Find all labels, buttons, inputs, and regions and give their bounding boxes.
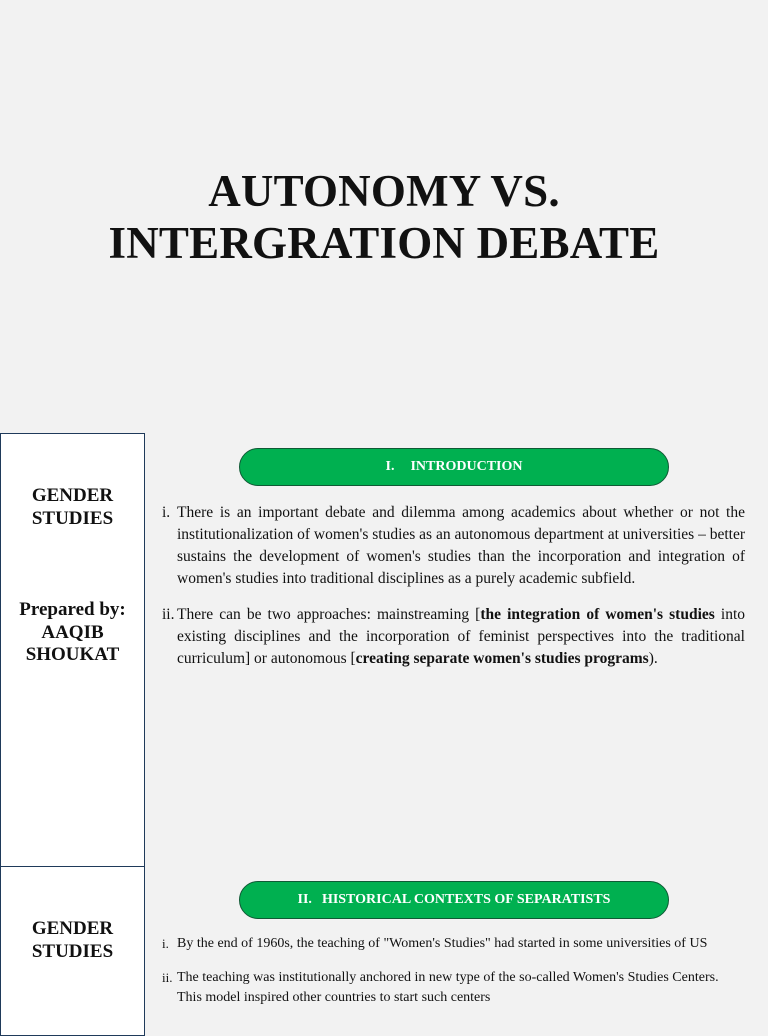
title-line-2: INTERGRATION DEBATE [108,218,660,268]
author-name-line-2: SHOUKAT [25,644,120,665]
author-credit [1,599,144,667]
list-marker: i. [162,504,171,521]
title-line-1: AUTONOMY VS. [208,166,560,216]
list-item-text: There is an important debate and dilemma among academics about whether or not the institutionalization of women's studies as an autonomous department at universities – better sustains the development of women's studies than the incorporation and integration of women's studies into traditional disciplines as a purely academic subfield. [177,504,745,587]
list-item [162,934,745,954]
text-run: into existing disciplines and the incorporation of feminist perspectives into the traditional curriculum] or autonomous [ [177,606,745,667]
section-heading-text: HISTORICAL CONTEXTS OF SEPARATISTS [321,892,611,907]
subject-line-1: GENDER [31,918,114,939]
subject-line-2: STUDIES [31,508,114,529]
list-item-text: By the end of 1960s, the teaching of "Women's Studies" had started in some universities of US [177,936,708,951]
section-heading-historical-contexts [239,881,669,919]
subject-label [1,484,144,530]
emphasis-text: creating separate women's studies programs [355,650,649,667]
section-number: II. [297,892,312,907]
subject-line-1: GENDER [31,485,114,506]
author-name-line-1: AAQIB [41,621,104,643]
page-title [0,165,768,269]
text-run: There can be two approaches: mainstreaming [ [177,606,481,623]
subject-label [1,917,144,963]
list-item [162,968,745,1008]
list-item [162,502,745,590]
list-marker: ii. [162,606,175,623]
list-marker: i. [162,936,169,951]
sidebar-panel-1 [0,433,145,867]
section-heading-text: INTRODUCTION [410,459,523,474]
section-heading-introduction [239,448,669,486]
list-item-text: The teaching was institutionally anchored in new type of the so-called Women's Studies Centers. This model inspired other countries to start such centers [177,970,719,1005]
list-marker: ii. [162,970,173,985]
emphasis-text: the integration of women's studies [480,606,715,623]
subject-line-2: STUDIES [31,941,114,962]
list-item-text [177,604,745,670]
section-number: I. [385,459,395,474]
text-run: ). [648,650,658,667]
list-item [162,604,745,670]
prepared-by-label: Prepared by: [19,599,126,620]
sidebar-panel-2 [0,866,145,1036]
